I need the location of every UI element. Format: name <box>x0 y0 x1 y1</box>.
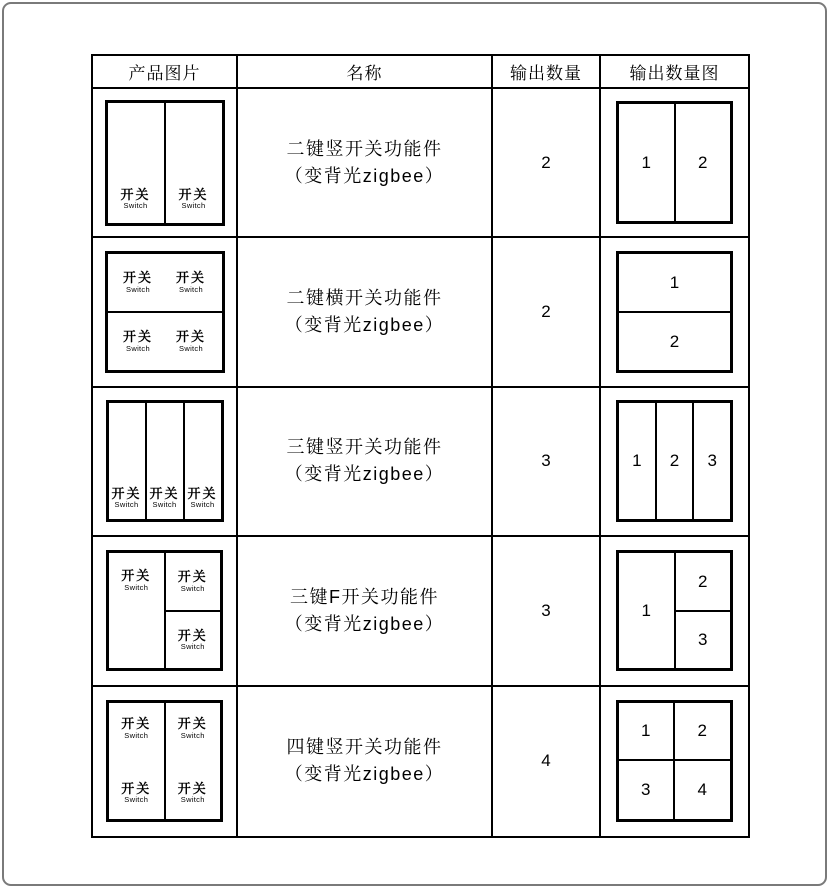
product-name-cell <box>238 388 493 537</box>
switch-label-en: Switch <box>124 730 149 740</box>
product-name-line1: 二键横开关功能件 <box>286 288 443 309</box>
output-diagram-two-vertical <box>616 101 733 224</box>
switch-key-column <box>109 703 164 819</box>
diagram-cell: 1 <box>641 152 651 172</box>
switch-key-label <box>178 629 208 652</box>
product-name-line2: （变背光zigbee） <box>284 315 445 336</box>
switch-label-cn: 开关 <box>175 270 206 286</box>
switch-key-label <box>176 271 206 294</box>
switch-label-cn: 开关 <box>177 627 208 643</box>
switch-label-cn: 开关 <box>187 485 218 501</box>
output-count-cell: 2 <box>493 89 601 238</box>
switch-key <box>164 103 222 223</box>
switch-label-en: Switch <box>180 642 205 652</box>
switch-key <box>108 311 222 370</box>
header-output-count: 输出数量 <box>493 56 601 89</box>
product-image-two-key-horizontal <box>105 251 225 373</box>
header-output-diagram: 输出数量图 <box>601 56 748 89</box>
switch-label-en: Switch <box>180 795 205 804</box>
switch-label-en: Switch <box>124 795 149 804</box>
product-image-cell <box>93 388 238 537</box>
switch-label-cn: 开关 <box>121 716 152 732</box>
switch-label-en: Switch <box>180 730 205 740</box>
switch-label-cn: 开关 <box>177 780 208 796</box>
switch-label-en: Switch <box>126 284 150 294</box>
switch-label-en: Switch <box>152 500 177 510</box>
switch-key-column <box>164 703 221 819</box>
switch-key-label <box>120 188 150 211</box>
output-diagram-cell <box>601 537 748 686</box>
product-name-cell <box>238 238 493 387</box>
output-diagram-two-horizontal <box>616 251 733 373</box>
switch-key <box>108 103 164 223</box>
output-diagram-cell <box>601 687 748 836</box>
switch-label-cn: 开关 <box>177 569 208 585</box>
switch-key <box>183 403 221 519</box>
product-image-three-key-f-shape <box>106 550 223 671</box>
switch-key <box>166 553 221 610</box>
page-frame <box>2 2 827 886</box>
header-product-image: 产品图片 <box>93 56 238 89</box>
switch-key-label <box>123 271 153 294</box>
diagram-cell: 3 <box>676 610 731 669</box>
diagram-cell: 3 <box>692 403 730 519</box>
header-name: 名称 <box>238 56 493 89</box>
switch-key <box>108 254 222 311</box>
switch-key-label <box>176 330 206 353</box>
switch-label-en: Switch <box>124 582 149 592</box>
diagram-cell: 2 <box>674 104 731 221</box>
switch-label-cn: 开关 <box>149 485 180 501</box>
switch-label-en: Switch <box>126 343 150 353</box>
product-name-cell <box>238 89 493 238</box>
product-name-cell <box>238 537 493 686</box>
output-count-cell: 4 <box>493 687 601 836</box>
output-diagram-three-vertical <box>616 400 733 522</box>
product-name-line1: 二键竖开关功能件 <box>286 138 443 159</box>
diagram-right-column <box>676 553 731 668</box>
switch-label-en: Switch <box>123 201 148 211</box>
switch-label-cn: 开关 <box>121 568 152 584</box>
output-diagram-four-grid <box>616 700 733 822</box>
switch-label-en: Switch <box>114 500 139 510</box>
product-name-cell <box>238 687 493 836</box>
switch-label-en: Switch <box>179 284 203 294</box>
switch-label-en: Switch <box>179 343 203 353</box>
switch-key-label <box>149 487 179 510</box>
output-diagram-f-shape <box>616 550 733 671</box>
product-image-four-key <box>106 700 223 822</box>
output-count-cell: 3 <box>493 537 601 686</box>
product-name-line2: （变背光zigbee） <box>284 165 445 186</box>
switch-key-label <box>123 330 153 353</box>
switch-label-en: Switch <box>181 201 206 211</box>
diagram-cell: 2 <box>698 571 708 591</box>
product-image-cell <box>93 537 238 686</box>
diagram-cell: 2 <box>619 311 730 370</box>
product-image-cell <box>93 89 238 238</box>
output-diagram-cell <box>601 89 748 238</box>
output-count-cell: 2 <box>493 238 601 387</box>
output-diagram-cell <box>601 238 748 387</box>
switch-key-label <box>121 717 151 740</box>
output-count-cell: 3 <box>493 388 601 537</box>
product-name-line2: （变背光zigbee） <box>284 764 445 785</box>
output-diagram-cell <box>601 388 748 537</box>
diagram-cell: 1 <box>619 553 676 668</box>
switch-label-en: Switch <box>190 500 215 510</box>
switch-key-label <box>121 569 151 592</box>
product-name-line1: 三键竖开关功能件 <box>286 437 443 458</box>
product-name-line2: （变背光zigbee） <box>284 464 445 485</box>
product-name-line2: （变背光zigbee） <box>284 613 445 634</box>
switch-key-label <box>121 782 151 805</box>
switch-key <box>166 610 221 669</box>
switch-spec-table <box>91 54 750 838</box>
diagram-cell: 1 <box>632 451 642 471</box>
product-image-cell <box>93 238 238 387</box>
product-name-line1: 三键F开关功能件 <box>290 586 439 607</box>
switch-key-label <box>178 188 208 211</box>
product-image-three-key-vertical <box>106 400 224 522</box>
diagram-cell: 4 <box>697 780 707 800</box>
switch-label-cn: 开关 <box>175 329 206 345</box>
diagram-cell: 2 <box>655 403 693 519</box>
switch-key-label <box>111 487 141 510</box>
switch-key-label <box>178 782 208 805</box>
switch-label-cn: 开关 <box>120 187 151 203</box>
product-name-line1: 四键竖开关功能件 <box>286 737 443 758</box>
switch-key-label <box>187 487 217 510</box>
switch-key-label <box>178 570 208 593</box>
product-image-cell <box>93 687 238 836</box>
diagram-cell: 1 <box>619 703 675 761</box>
switch-label-cn: 开关 <box>122 329 153 345</box>
diagram-cell: 1 <box>669 272 680 292</box>
switch-key <box>145 403 183 519</box>
product-image-two-key-vertical <box>105 100 225 226</box>
switch-label-cn: 开关 <box>177 716 208 732</box>
diagram-cell: 2 <box>675 703 731 761</box>
switch-key-column <box>166 553 221 668</box>
switch-label-cn: 开关 <box>121 780 152 796</box>
switch-label-cn: 开关 <box>122 270 153 286</box>
switch-key <box>109 553 166 668</box>
switch-label-cn: 开关 <box>178 187 209 203</box>
switch-key <box>109 403 145 519</box>
switch-label-en: Switch <box>180 583 205 593</box>
diagram-cell: 3 <box>619 761 675 819</box>
switch-key-label <box>178 717 208 740</box>
switch-label-cn: 开关 <box>111 485 142 501</box>
